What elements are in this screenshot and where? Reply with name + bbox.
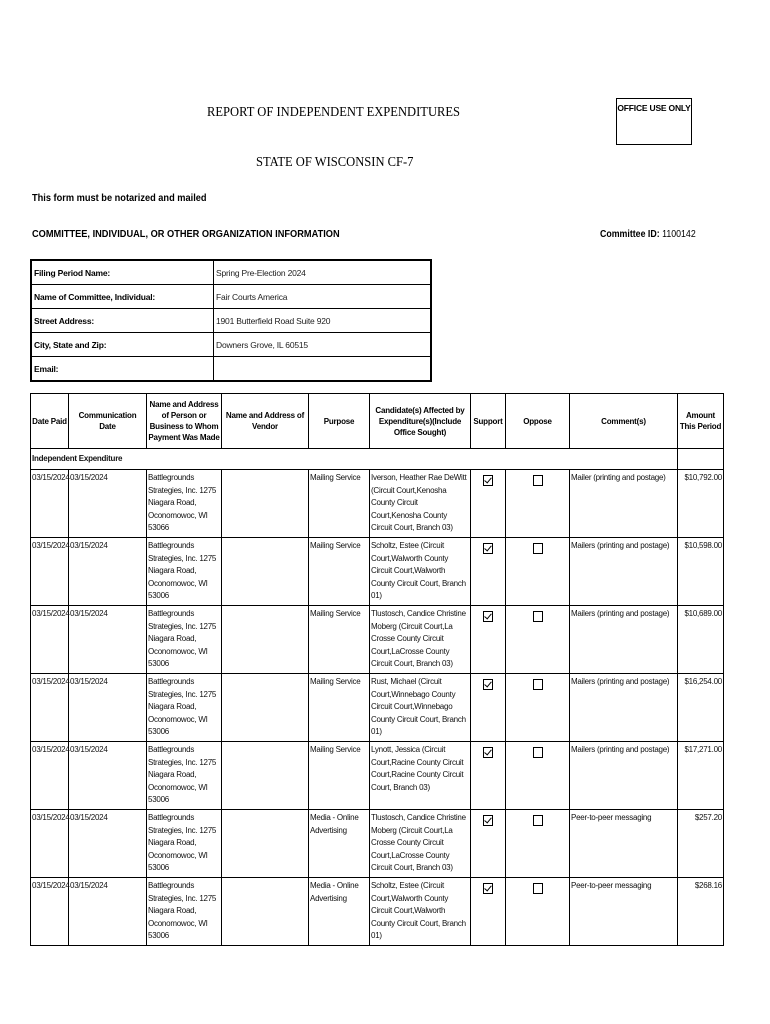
cell-amount: $17,271.00 (678, 742, 724, 810)
notarize-notice: This form must be notarized and mailed (32, 192, 207, 204)
table-row (31, 606, 724, 674)
info-value: Fair Courts America (214, 285, 432, 309)
cell-date-paid: 03/15/2024 (31, 742, 69, 810)
cell-candidate: Lynott, Jessica (Circuit Court,Racine County Circuit Court,Racine County Circuit Court, Branch 03) (370, 742, 471, 810)
cell-support (471, 538, 506, 606)
cell-vendor (222, 470, 309, 538)
cell-payee: Battlegrounds Strategies, Inc. 1275 Niagara Road, Oconomowoc, WI 53066 (147, 470, 222, 538)
committee-id-value: 1100142 (662, 229, 696, 240)
cell-comment: Peer-to-peer messaging (570, 810, 678, 878)
table-header-row (31, 394, 724, 449)
info-row (31, 309, 431, 333)
cell-communication-date: 03/15/2024 (69, 810, 147, 878)
table-row (31, 742, 724, 810)
cell-support (471, 674, 506, 742)
table-row (31, 674, 724, 742)
cell-candidate: Rust, Michael (Circuit Court,Winnebago County Circuit Court,Winnebago County Circuit Court, Branch 01) (370, 674, 471, 742)
cell-vendor (222, 674, 309, 742)
info-label: Name of Committee, Individual: (31, 285, 214, 309)
checked-checkbox-icon (483, 543, 493, 554)
cell-communication-date: 03/15/2024 (69, 742, 147, 810)
cell-oppose (506, 742, 570, 810)
section-row (31, 449, 724, 470)
cell-amount: $10,792.00 (678, 470, 724, 538)
cell-purpose: Mailing Service (309, 470, 370, 538)
cell-payee: Battlegrounds Strategies, Inc. 1275 Niagara Road, Oconomowoc, WI 53006 (147, 674, 222, 742)
checked-checkbox-icon (483, 883, 493, 894)
cell-communication-date: 03/15/2024 (69, 606, 147, 674)
info-label: Street Address: (31, 309, 214, 333)
report-title: REPORT OF INDEPENDENT EXPENDITURES (207, 104, 461, 119)
cell-date-paid: 03/15/2024 (31, 674, 69, 742)
cell-comment: Mailer (printing and postage) (570, 470, 678, 538)
table-row (31, 470, 724, 538)
office-use-label: OFFICE USE ONLY (617, 103, 691, 113)
report-subtitle: STATE OF WISCONSIN CF-7 (256, 154, 414, 169)
col-purpose: Purpose (309, 394, 370, 449)
col-communication-date: Communication Date (69, 394, 147, 449)
cell-payee: Battlegrounds Strategies, Inc. 1275 Niagara Road, Oconomowoc, WI 53006 (147, 878, 222, 946)
col-vendor: Name and Address of Vendor (222, 394, 309, 449)
cell-payee: Battlegrounds Strategies, Inc. 1275 Niagara Road, Oconomowoc, WI 53006 (147, 810, 222, 878)
cell-vendor (222, 742, 309, 810)
col-payee: Name and Address of Person or Business to Whom Payment Was Made (147, 394, 222, 449)
cell-comment: Mailers (printing and postage) (570, 674, 678, 742)
checked-checkbox-icon (483, 475, 493, 486)
info-label: Email: (31, 357, 214, 382)
cell-oppose (506, 538, 570, 606)
cell-amount: $268.16 (678, 878, 724, 946)
cell-date-paid: 03/15/2024 (31, 606, 69, 674)
cell-support (471, 742, 506, 810)
cell-vendor (222, 606, 309, 674)
col-amount: Amount This Period (678, 394, 724, 449)
checked-checkbox-icon (483, 815, 493, 826)
cell-vendor (222, 810, 309, 878)
cell-communication-date: 03/15/2024 (69, 538, 147, 606)
unchecked-checkbox-icon (533, 543, 543, 554)
table-row (31, 538, 724, 606)
committee-id-label: Committee ID: (600, 229, 660, 240)
info-row (31, 260, 431, 285)
cell-vendor (222, 538, 309, 606)
cell-date-paid: 03/15/2024 (31, 538, 69, 606)
info-value: Downers Grove, IL 60515 (214, 333, 432, 357)
cell-communication-date: 03/15/2024 (69, 878, 147, 946)
cell-payee: Battlegrounds Strategies, Inc. 1275 Niagara Road, Oconomowoc, WI 53006 (147, 742, 222, 810)
cell-support (471, 470, 506, 538)
cell-oppose (506, 606, 570, 674)
col-support: Support (471, 394, 506, 449)
committee-info-table (30, 259, 432, 382)
cell-amount: $16,254.00 (678, 674, 724, 742)
cell-oppose (506, 674, 570, 742)
checked-checkbox-icon (483, 611, 493, 622)
cell-candidate: Tlustosch, Candice Christine Moberg (Circuit Court,La Crosse County Circuit Court,LaCrosse County Circuit Court, Branch 03) (370, 810, 471, 878)
cell-candidate: Tlustosch, Candice Christine Moberg (Circuit Court,La Crosse County Circuit Court,LaCrosse County Circuit Court, Branch 03) (370, 606, 471, 674)
cell-amount: $257.20 (678, 810, 724, 878)
cell-candidate: Scholtz, Estee (Circuit Court,Walworth County Circuit Court,Walworth County Circuit Court, Branch 01) (370, 538, 471, 606)
cell-communication-date: 03/15/2024 (69, 674, 147, 742)
info-value: 1901 Butterfield Road Suite 920 (214, 309, 432, 333)
info-row (31, 357, 431, 382)
cell-payee: Battlegrounds Strategies, Inc. 1275 Niagara Road, Oconomowoc, WI 53006 (147, 606, 222, 674)
cell-date-paid: 03/15/2024 (31, 470, 69, 538)
cell-vendor (222, 878, 309, 946)
office-use-box (616, 98, 692, 145)
unchecked-checkbox-icon (533, 747, 543, 758)
col-date-paid: Date Paid (31, 394, 69, 449)
cell-candidate: Iverson, Heather Rae DeWitt (Circuit Court,Kenosha County Circuit Court,Kenosha County Circuit Court, Branch 03) (370, 470, 471, 538)
cell-purpose: Mailing Service (309, 538, 370, 606)
cell-date-paid: 03/15/2024 (31, 878, 69, 946)
checked-checkbox-icon (483, 747, 493, 758)
section-label: Independent Expenditure (31, 449, 678, 470)
cell-oppose (506, 470, 570, 538)
unchecked-checkbox-icon (533, 815, 543, 826)
cell-amount: $10,689.00 (678, 606, 724, 674)
committee-id (600, 229, 696, 240)
checked-checkbox-icon (483, 679, 493, 690)
unchecked-checkbox-icon (533, 883, 543, 894)
info-label: City, State and Zip: (31, 333, 214, 357)
section-heading: COMMITTEE, INDIVIDUAL, OR OTHER ORGANIZATION INFORMATION (32, 228, 340, 240)
cell-comment: Mailers (printing and postage) (570, 606, 678, 674)
cell-payee: Battlegrounds Strategies, Inc. 1275 Niagara Road, Oconomowoc, WI 53006 (147, 538, 222, 606)
cell-oppose (506, 878, 570, 946)
table-row (31, 878, 724, 946)
col-candidate: Candidate(s) Affected by Expenditure(s)(Include Office Sought) (370, 394, 471, 449)
table-row (31, 810, 724, 878)
cell-support (471, 606, 506, 674)
cell-purpose: Media - Online Advertising (309, 810, 370, 878)
cell-purpose: Media - Online Advertising (309, 878, 370, 946)
section-spacer (678, 449, 724, 470)
cell-support (471, 810, 506, 878)
unchecked-checkbox-icon (533, 679, 543, 690)
info-row (31, 333, 431, 357)
col-oppose: Oppose (506, 394, 570, 449)
cell-purpose: Mailing Service (309, 606, 370, 674)
cell-candidate: Scholtz, Estee (Circuit Court,Walworth County Circuit Court,Walworth County Circuit Court, Branch 01) (370, 878, 471, 946)
cell-comment: Mailers (printing and postage) (570, 538, 678, 606)
cell-comment: Mailers (printing and postage) (570, 742, 678, 810)
cell-support (471, 878, 506, 946)
cell-communication-date: 03/15/2024 (69, 470, 147, 538)
col-comments: Comment(s) (570, 394, 678, 449)
expenditure-table (30, 393, 724, 946)
cell-purpose: Mailing Service (309, 742, 370, 810)
cell-oppose (506, 810, 570, 878)
unchecked-checkbox-icon (533, 611, 543, 622)
cell-date-paid: 03/15/2024 (31, 810, 69, 878)
cell-comment: Peer-to-peer messaging (570, 878, 678, 946)
info-row (31, 285, 431, 309)
unchecked-checkbox-icon (533, 475, 543, 486)
cell-amount: $10,598.00 (678, 538, 724, 606)
info-label: Filing Period Name: (31, 260, 214, 285)
cell-purpose: Mailing Service (309, 674, 370, 742)
info-value: Spring Pre-Election 2024 (214, 260, 432, 285)
info-value (214, 357, 432, 382)
